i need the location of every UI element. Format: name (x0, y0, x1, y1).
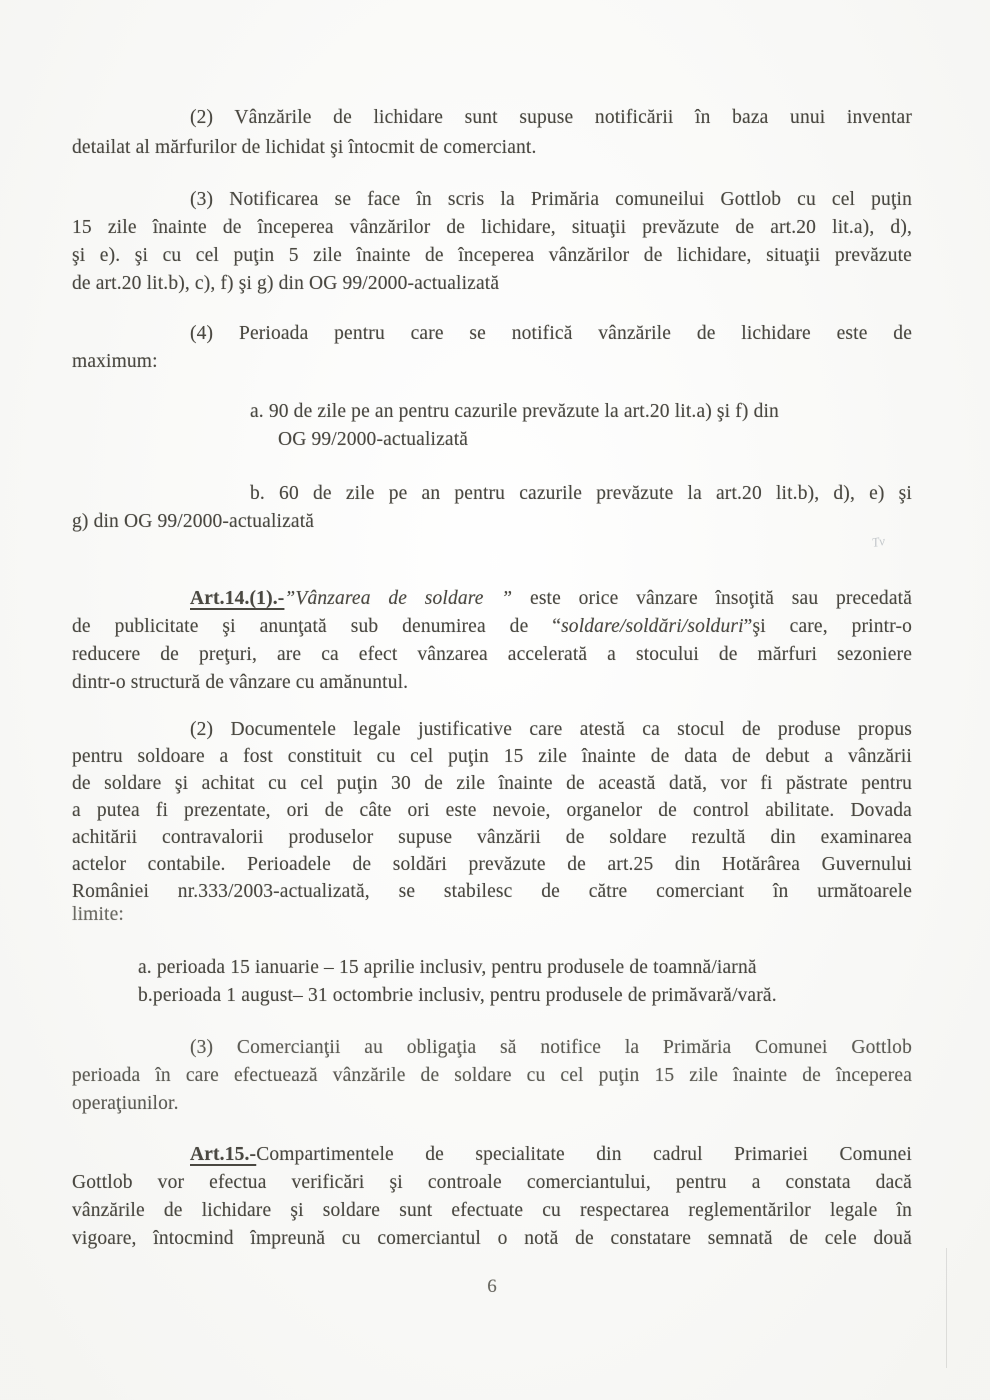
stray-scan-mark: Tv (870, 532, 887, 551)
para-2-documentele-line-1: (2) Documentele legale justificative care atestă ca stocul de produse propus (190, 719, 912, 740)
scan-edge-artifact (946, 1248, 947, 1368)
para-3-comerciantii-line-3: operaţiunilor. (72, 1093, 179, 1114)
para-4-perioada-line-2: maximum: (72, 351, 158, 372)
para-2-documentele-line-2: pentru soldoare a fost constituit cu cel puţin 15 zile înainte de data de debut a vânzării (72, 746, 912, 767)
para-3-comerciantii-line-2: perioada în care efectuează vânzările de soldare cu cel puţin 15 zile înainte de începerea (72, 1065, 912, 1086)
art-15-line-1: Art.15.-Compartimentele de specialitate din cadrul Primariei Comunei (190, 1144, 912, 1165)
item-b-60-zile-line-1: b. 60 de zile pe an pentru cazurile prevăzute la art.20 lit.b), d), e) şi (250, 483, 912, 504)
para-4-perioada-line-1: (4) Perioada pentru care se notifică vânzările de lichidare este de (190, 323, 912, 344)
para-2-documentele-line-7: României nr.333/2003-actualizată, se stabilesc de către comerciant în următoarele (72, 881, 912, 902)
para-2-lichidare-line-1: (2) Vânzările de lichidare sunt supuse notificării în baza unui inventar (190, 107, 912, 128)
item-a-90-zile-line-1: a. 90 de zile pe an pentru cazurile prevăzute la art.20 lit.a) şi f) din (250, 401, 779, 422)
page-number: 6 (487, 1276, 497, 1297)
art-14-line-3: reducere de preţuri, are ca efect vânzarea accelerată a stocului de mărfuri sezoniere (72, 644, 912, 665)
art-14-line-4: dintr-o structură de vânzare cu amănuntul. (72, 672, 409, 693)
art-14-line-1: Art.14.(1).-”Vânzarea de soldare ” este orice vânzare însoţită sau precedată (190, 588, 912, 609)
para-2-documentele-line-4: a putea fi prezentate, ori de câte ori este nevoie, organelor de control abilitate. Dovada (72, 800, 912, 821)
art-15-line-3: vânzările de lichidare şi soldare sunt efectuate cu respectarea reglementărilor legale în (72, 1200, 912, 1221)
para-2-documentele-line-3: de soldare şi achitat cu cel puţin 30 de zile înainte de această dată, vor fi păstrate pentru (72, 773, 912, 794)
item-a-90-zile-line-2: OG 99/2000-actualizată (278, 429, 469, 450)
art-15-line-2: Gottlob vor efectua verificări şi controale comerciantului, pentru a constata dacă (72, 1172, 912, 1193)
art-15-line-4: vigoare, întocmind împreună cu comerciantul o notă de constatare semnată de cele două (72, 1228, 912, 1249)
para-2-lichidare-line-2: detailat al mărfurilor de lichidat şi întocmit de comerciant. (72, 137, 537, 158)
art-14-line-2: de publicitate şi anunţată sub denumirea de “soldare/soldări/solduri”şi care, printr-o (72, 616, 912, 637)
item-b-60-zile-line-2: g) din OG 99/2000-actualizată (72, 511, 315, 532)
item-b-perioada-line-1: b.perioada 1 august– 31 octombrie inclusiv, pentru produsele de primăvară/vară. (138, 985, 777, 1006)
para-3-notificarea-line-3: şi e). şi cu cel puţin 5 zile înainte de începerea vânzărilor de lichidare, situaţii prevăzute (72, 245, 912, 266)
para-2-documentele-line-8: limite: (72, 904, 124, 925)
para-3-notificarea-line-4: de art.20 lit.b), c), f) şi g) din OG 99/2000-actualizată (72, 273, 500, 294)
para-3-notificarea-line-2: 15 zile înainte de începerea vânzărilor de lichidare, situaţii prevăzute de art.20 lit.a), d), (72, 217, 912, 238)
para-3-notificarea-line-1: (3) Notificarea se face în scris la Primăria comuneilui Gottlob cu cel puţin (190, 189, 912, 210)
para-3-comerciantii-line-1: (3) Comercianţii au obligaţia să notifice la Primăria Comunei Gottlob (190, 1037, 912, 1058)
para-2-documentele-line-5: achitării contravalorii produselor supuse vânzării de soldare rezultă din examinarea (72, 827, 912, 848)
item-a-perioada-line-1: a. perioada 15 ianuarie – 15 aprilie inclusiv, pentru produsele de toamnă/iarnă (138, 957, 757, 978)
para-2-documentele-line-6: actelor contabile. Perioadele de soldări prevăzute de art.25 din Hotărârea Guvernului (72, 854, 912, 875)
